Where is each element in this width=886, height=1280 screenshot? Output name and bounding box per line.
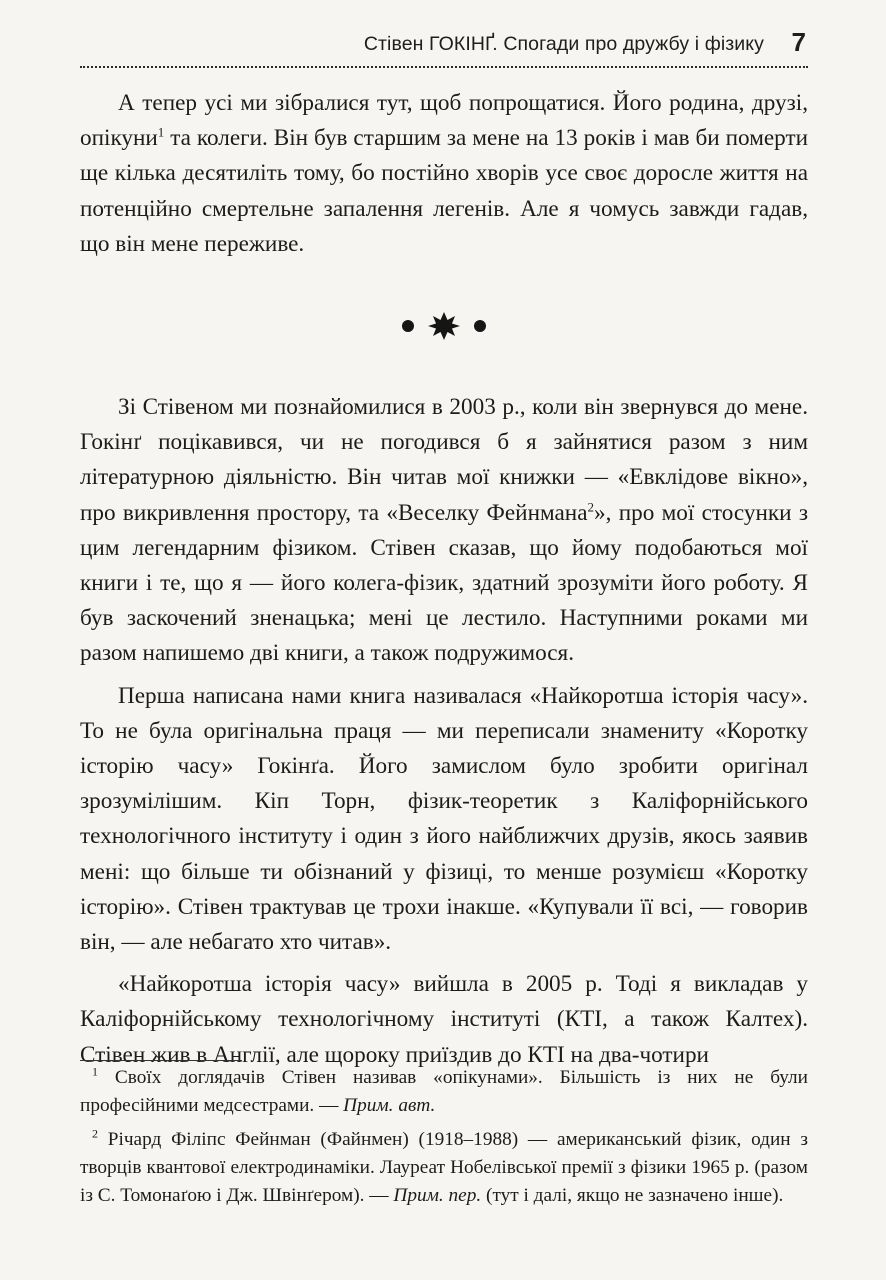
dot-star-dot-ornament-icon	[394, 311, 494, 341]
main-text	[80, 86, 808, 1073]
paragraph-4: «Найкоротша історія часу» вийшла в 2005 р. Тоді я викладав у Каліфорнійському технологічному інституті (КТІ, а також Калтех). Стівен жив в Англії, але щороку приїздив до КТІ на два-чотири	[80, 971, 808, 1068]
running-header-title: Стівен ГОКІНҐ. Спогади про дружбу і фізику	[363, 33, 764, 55]
paragraph-1: А тепер усі ми зібралися тут, щоб попрощатися. Його родина, друзі, опікуни$^1$ та колеги. Він був старшим за мене на 13 років і мав би померти ще кілька десятиліть тому, бо постійно хворів усе своє доросле життя на потенційно смертельне запалення легенів. Але я чомусь завжди гадав, що він мене переживе.	[80, 90, 808, 257]
page-number: 7	[791, 27, 806, 57]
footnotes	[80, 1064, 808, 1210]
paragraph-3: Перша написана нами книга називалася «Найкоротша історія часу». То не була оригінальна праця — ми переписали знамениту «Коротку історію часу» Гокінґа. Його замислом було зробити оригінал зрозумілішим. Кіп Торн, фізик-теоретик з Каліфорнійського технологічного інституту і один з його найближчих друзів, якось заявив мені: що більше ти обізнаний у фізиці, то менше розумієш «Коротку історію». Стівен трактував це трохи інакше. «Купували її всі, — говорив він, — але небагато хто читав».	[80, 682, 808, 956]
header-dotted-rule	[80, 66, 808, 68]
footnote-separator	[80, 1060, 242, 1061]
paragraph-2: Зі Стівеном ми познайомилися в 2003 р., коли він звернувся до мене. Гокінґ поцікавився, чи не погодився б я зайнятися разом з ним літературною діяльністю. Він читав мої книжки — «Евклідове вікно», про викривлення простору, та «Веселку Фейнмана$^2$», про мої стосунки з цим легендарним фізиком. Стівен сказав, що йому подобаються мої книги і те, що я — його колега-фізик, здатний зрозуміти його роботу. Я був заскочений зненацька; мені це лестило. Наступними роками ми разом напишемо дві книги, а також подружимося.	[80, 394, 809, 667]
section-break-ornament	[80, 262, 808, 390]
running-header	[80, 26, 808, 66]
footnote-1: $^1$ Своїх доглядачів Стівен називав «опікунами». Більшість із них не були професійними медсестрами. — Прим. авт.	[80, 1064, 808, 1116]
footnote-ref-1: 1	[157, 124, 165, 140]
footnote-2: $^2$ Річард Філіпс Фейнман (Файнмен) (1918–1988) — американський фізик, один з творців квантової електродинаміки. Лауреат Нобелівської премії з фізики 1965 р. (разом із С. Томонаґою і Дж. Швінґером). — Прим. пер. (тут і далі, якщо не зазначено інше).	[80, 1126, 808, 1206]
footnote-ref-2: 2	[587, 498, 594, 514]
